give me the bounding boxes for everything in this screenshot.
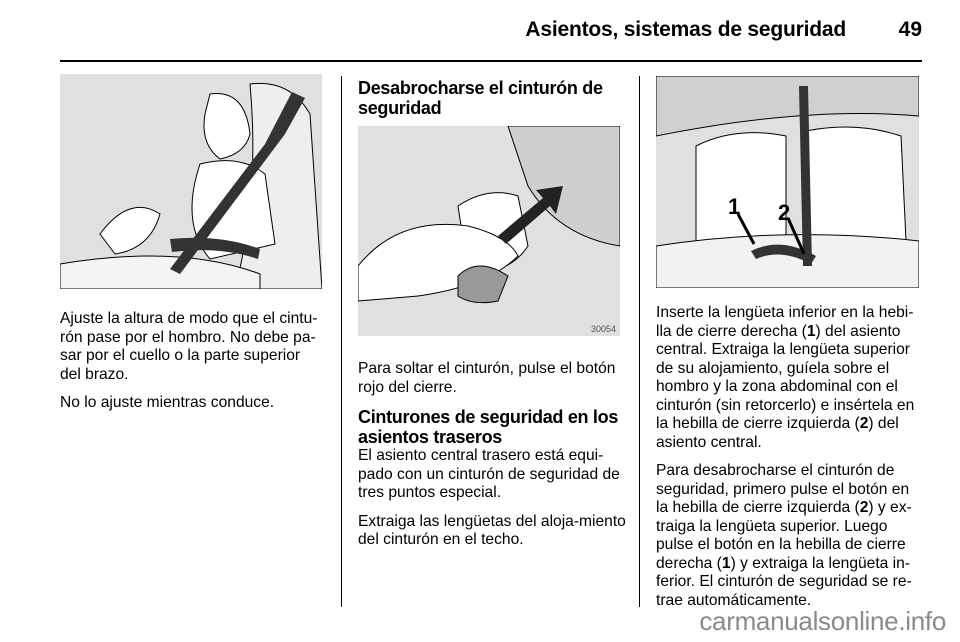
rear-seatbelt-drawing	[656, 76, 919, 288]
header-rule	[60, 60, 922, 62]
section-heading: Cinturones de seguridad en los asientos traseros	[358, 407, 619, 447]
column-2	[358, 78, 626, 560]
illustration-rear-seatbelt	[656, 76, 919, 288]
illustration-buckle-release	[358, 126, 620, 336]
column-1	[60, 74, 324, 423]
buckle-release-drawing	[358, 126, 620, 336]
paragraph: Ajuste la altura de modo que el cintu-rón pase por el hombro. No debe pa-sar por el cuello o la parte superior del brazo.	[60, 310, 318, 383]
paragraph: No lo ajuste mientras conduce.	[60, 394, 275, 411]
illustration-driver-seatbelt	[60, 74, 322, 289]
column-divider-right	[639, 76, 640, 607]
callout-1-label: 1	[728, 194, 741, 219]
paragraph: Para desabrocharse el cinturón de seguridad, primero pulse el botón en la hebilla de cierre izquierda (2) y ex-traiga la lengüeta superior. Luego pulse el botón en la hebilla de cierre derecha (1) y extraiga la lengüeta in-ferior. El cinturón de seguridad se re-trae automáticamente.	[656, 462, 912, 609]
figure-code: 30054	[590, 324, 616, 334]
column-divider-left	[341, 76, 342, 607]
watermark: carmanualsonline.info	[699, 606, 946, 636]
driver-seatbelt-drawing	[60, 74, 322, 289]
callout-2-label: 2	[778, 200, 791, 225]
paragraph: Inserte la lengüeta inferior en la hebi-lla de cierre derecha (1) del asiento central. Extraiga la lengüeta superior de su alojamiento, guíela sobre el hombro y la zona abdominal con el cinturón (sin retorcerlo) e insértela en la hebilla de cierre izquierda (2) del asiento central.	[656, 304, 915, 451]
paragraph: Para soltar el cinturón, pulse el botón rojo del cierre.	[358, 360, 616, 396]
paragraph: El asiento central trasero está equi-pado con un cinturón de seguridad de tres puntos especial.	[358, 447, 620, 501]
section-heading: Desabrocharse el cinturón de seguridad	[358, 78, 603, 118]
paragraph: Extraiga las lengüetas del aloja-miento del cinturón en el techo.	[358, 512, 626, 548]
page-number: 49	[898, 18, 922, 41]
column-3	[656, 76, 922, 620]
page-title: Asientos, sistemas de seguridad	[525, 18, 846, 41]
